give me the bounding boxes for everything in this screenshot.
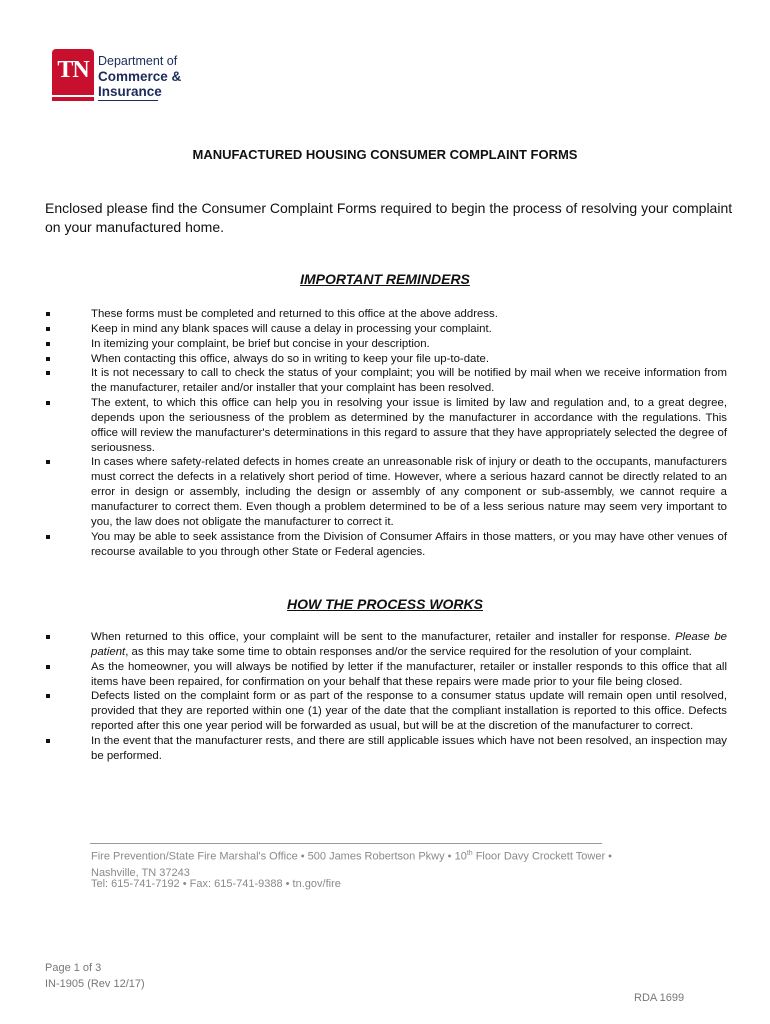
process-text-emphasis: Please be patient bbox=[91, 631, 727, 658]
bullet-icon bbox=[46, 357, 50, 361]
bullet-icon bbox=[46, 401, 50, 405]
footer-divider bbox=[90, 843, 602, 844]
list-item bbox=[43, 307, 727, 322]
reminder-text: When contacting this office, always do so in writing to keep your file up-to-date. bbox=[91, 352, 490, 365]
address-superscript: th bbox=[466, 850, 473, 857]
reminder-text: It is not necessary to call to check the status of your complaint; you will be notified by mail when we receive information from the manufacturer, retailer and/or installer that your complaint has been resolved. bbox=[91, 367, 727, 395]
page-info bbox=[45, 960, 145, 992]
tn-logo-abbr: TN bbox=[57, 57, 89, 83]
page-title: MANUFACTURED HOUSING CONSUMER COMPLAINT FORMS bbox=[192, 147, 578, 162]
logo-red-bar bbox=[52, 97, 94, 101]
process-text: Defects listed on the complaint form or as part of the response to a consumer status update will remain open until resolved, provided that they are reported within one (1) year of the date that the compliant installation is reported to this office. Defects reported after this one year period will be forwarded as usual, but will be at the discretion of the manufacturer to correct. bbox=[91, 690, 727, 733]
reminder-text: Keep in mind any blank spaces will cause a delay in processing your complaint. bbox=[91, 322, 492, 335]
list-item bbox=[43, 734, 727, 764]
list-item bbox=[43, 660, 727, 690]
reminder-text: The extent, to which this office can help you in resolving your issue is limited by law and regulation and, to a great degree, depends upon the seriousness of the problem as determined by the manufacturer in accordance with the regulations. This office will review the manufacturer's determinations in this regard to assure that they have appropriately selected the degree of seriousness. bbox=[91, 397, 727, 454]
process-text-a: When returned to this office, your complaint will be sent to the manufacturer, retailer and installer for response. bbox=[91, 631, 675, 643]
process-text: In the event that the manufacturer rests, and there are still applicable issues which have not been resolved, an inspection may be performed. bbox=[91, 734, 727, 762]
list-item bbox=[43, 322, 727, 337]
page-number: Page 1 of 3 bbox=[45, 962, 102, 974]
bullet-icon bbox=[46, 460, 50, 464]
list-item bbox=[43, 366, 727, 396]
reminder-text: You may be able to seek assistance from the Division of Consumer Affairs in those matters, or you may have other venues of recourse available to you through other State or Federal agencies. bbox=[91, 530, 727, 558]
logo-underline bbox=[98, 100, 158, 101]
bullet-icon bbox=[46, 327, 50, 331]
bullet-icon bbox=[46, 665, 50, 669]
logo-line-1: Department of bbox=[98, 54, 178, 68]
bullet-icon bbox=[46, 535, 50, 539]
process-list bbox=[43, 630, 727, 764]
list-item bbox=[43, 352, 727, 367]
process-heading: HOW THE PROCESS WORKS bbox=[286, 596, 483, 612]
footer-contact: Tel: 615-741-7192 • Fax: 615-741-9388 • tn.gov/fire bbox=[91, 878, 341, 890]
address-part-1: Fire Prevention/State Fire Marshal's Office • 500 James Robertson Pkwy • 10 bbox=[91, 850, 467, 863]
bullet-icon bbox=[46, 635, 50, 639]
tn-commerce-insurance-logo bbox=[52, 49, 192, 103]
bullet-icon bbox=[46, 342, 50, 346]
list-item bbox=[43, 455, 727, 529]
bullet-icon bbox=[46, 312, 50, 316]
reminder-text: These forms must be completed and returned to this office at the above address. bbox=[91, 308, 498, 320]
intro-paragraph: Enclosed please find the Consumer Complaint Forms required to begin the process of resolving your complaint on your manufactured home. bbox=[45, 200, 733, 235]
reminders-list bbox=[43, 307, 727, 559]
list-item bbox=[43, 630, 727, 660]
reminders-heading: IMPORTANT REMINDERS bbox=[300, 271, 470, 287]
bullet-icon bbox=[46, 739, 50, 743]
bullet-icon bbox=[46, 694, 50, 698]
bullet-icon bbox=[46, 371, 50, 375]
process-text: As the homeowner, you will always be notified by letter if the manufacturer, retailer or installer responds to this office that all items have been repaired, for confirmation on your behalf that these repairs were made prior to your file being closed. bbox=[91, 660, 727, 688]
footer-address bbox=[91, 846, 631, 881]
reminder-text: In cases where safety-related defects in homes create an unreasonable risk of injury or death to the occupants, manufacturers must correct the defects in a relatively short period of time. However, where a serious hazard cannot be directly related to an error in design or assembly, including the design or assembly of any component or sub-assembly, we cannot require a manufacturer to correct them. Even though a problem determined to be of a less serious nature may seem very important to you, the law does not obligate the manufacturer to correct it. bbox=[91, 456, 727, 528]
rda-code: RDA 1699 bbox=[634, 992, 685, 1004]
reminder-text: In itemizing your complaint, be brief but concise in your description. bbox=[91, 337, 430, 350]
form-id: IN-1905 (Rev 12/17) bbox=[45, 978, 145, 990]
tn-logo-mark bbox=[52, 49, 94, 95]
list-item bbox=[43, 689, 727, 734]
logo-line-3: Insurance bbox=[98, 84, 162, 99]
list-item bbox=[43, 530, 727, 560]
logo-line-2: Commerce & bbox=[98, 69, 182, 84]
logo-text bbox=[98, 54, 181, 99]
address-part-2: Floor Davy Crockett Tower • Nashville, TN 37243 bbox=[91, 850, 613, 879]
process-text-c: , as this may take some time to obtain responses and/or the service required for the resolution of your complaint. bbox=[125, 645, 692, 658]
list-item bbox=[43, 396, 727, 455]
list-item bbox=[43, 337, 727, 352]
